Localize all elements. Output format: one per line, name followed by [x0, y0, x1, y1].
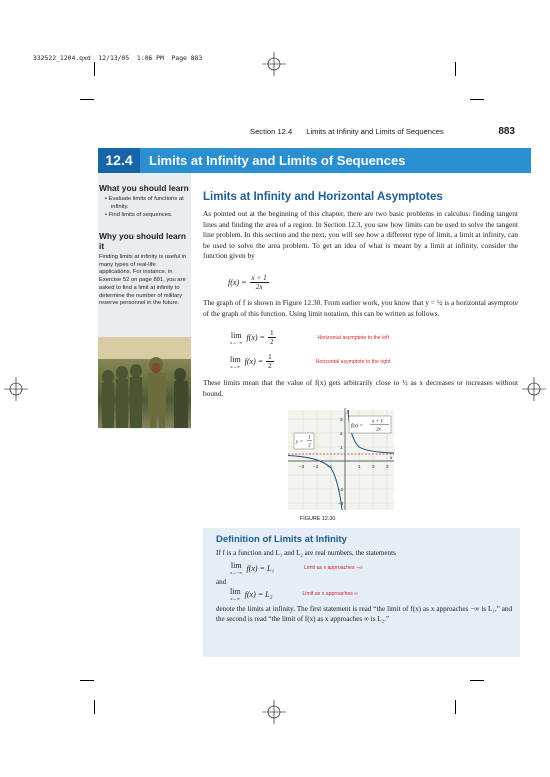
function-equation — [228, 274, 269, 291]
registration-mark-icon — [262, 52, 286, 76]
function-callout-denominator: 2x — [376, 426, 381, 433]
limit-expression: f(x) = — [244, 357, 264, 366]
crop-mark — [80, 99, 94, 100]
x-tick-label: −1 — [327, 464, 333, 469]
sidebar-why-text: Finding limits at infinity is useful in many types of real-life applications. For instance, in Exercise 52 on page 891, you are asked to find a limit at infinity to determine the number of military reserve personnel in the future. — [99, 254, 187, 307]
list-item: • Evaluate limits of functions at infinity. — [105, 196, 184, 210]
definition-and: and — [216, 578, 227, 586]
definition-intro: If f is a function and L₁ and L₂ are real numbers, the statements — [216, 549, 396, 557]
section-title: Limits at Infinity and Limits of Sequences — [149, 153, 406, 168]
slug-line: 332522_1204.qxd 12/13/05 1:06 PM Page 883 — [33, 54, 203, 62]
running-head-section: Section 12.4 — [250, 127, 293, 136]
crop-mark — [470, 680, 484, 681]
crop-mark — [455, 700, 456, 714]
y-tick-label: −3 — [338, 501, 344, 506]
limit-note: Horizontal asymptote to the left — [317, 334, 390, 341]
running-head — [250, 126, 515, 137]
crop-mark — [94, 700, 95, 714]
function-numerator: x + 1 — [251, 274, 267, 282]
sidebar-why — [99, 231, 189, 308]
sidebar-heading-learn: What you should learn — [99, 183, 189, 193]
list-item: • Find limits of sequences. — [105, 212, 173, 219]
crop-mark — [455, 62, 456, 76]
definition-limit-right — [230, 587, 358, 601]
section-number: 12.4 — [98, 148, 140, 173]
function-fraction — [250, 274, 269, 291]
x-tick-label: −2 — [313, 464, 319, 469]
limit-note: Limit as x approaches ∞ — [302, 591, 359, 597]
limit-expression: f(x) = L₂ — [244, 589, 273, 599]
limit-operator: lim x→−∞ — [230, 330, 243, 345]
limit-expression: f(x) = — [246, 333, 265, 342]
figure-graph — [286, 404, 396, 514]
limit-fraction: $\frac{1}{2}$ — [269, 329, 274, 346]
limit-left — [230, 329, 389, 346]
limit-right — [230, 353, 390, 370]
limit-note: Horizontal asymptote to the right — [315, 358, 391, 365]
limit-operator: lim x→∞ — [230, 354, 241, 369]
y-axis-label: y — [347, 410, 350, 415]
photo-credit: © Karen Kasmauski/Corbis — [120, 428, 183, 434]
y-tick-label: 2 — [340, 431, 343, 436]
limit-fraction: $\frac{1}{2}$ — [268, 353, 272, 370]
asymptote-callout-denominator: 2 — [308, 442, 311, 449]
definition-closing: denote the limits at infinity. The first statement is read “the limit of f(x) as x approaches −∞ is L₁,” and the second is read “the limit of f(x) as x approaches ∞ is L₂.” — [216, 605, 512, 624]
y-tick-label: 3 — [340, 417, 343, 422]
registration-mark-icon — [522, 377, 546, 401]
main-heading: Limits at Infinity and Horizontal Asymptotes — [203, 191, 443, 203]
definition-title: Definition of Limits at Infinity — [216, 534, 347, 545]
definition-limit-left — [230, 561, 363, 575]
page-number: 883 — [498, 126, 515, 137]
function-denominator: 2x — [255, 283, 263, 291]
x-tick-label: −3 — [299, 464, 305, 469]
sidebar-learn — [99, 183, 191, 220]
limit-operator: lim x→∞ — [230, 587, 241, 601]
y-tick-label: −2 — [338, 487, 344, 492]
x-tick-label: 1 — [358, 464, 361, 469]
asymptote-paragraph: The graph of f is shown in Figure 12.30. From earlier work, you know that y = ½ is a horizontal asymptote of the graph of this function. Using limit notation, this can be written as follows. — [203, 298, 518, 318]
registration-mark-icon — [262, 700, 286, 724]
limit-operator: lim x→−∞ — [230, 561, 243, 575]
soldiers-photo — [98, 337, 191, 428]
crop-mark — [94, 62, 95, 76]
x-tick-label: 2 — [372, 464, 375, 469]
running-head-title: Limits at Infinity and Limits of Sequences — [306, 127, 444, 136]
sidebar-heading-why: Why you should learn it — [99, 231, 187, 251]
function-callout-numerator: x + 1 — [372, 418, 383, 425]
function-lhs: f(x) = — [228, 278, 247, 287]
intro-paragraph: As pointed out at the beginning of this chapter, there are two basic problems in calculus: finding tangent lines and finding the area of a region. In Section 12.3, you saw how limits can be used to solve the tangent line problem. In this section and the next, you will see how a different type of limit, a limit at infinity, can be used to solve the area problem. To get an idea of what is meant by a limit at infinity, consider the function given by — [203, 209, 518, 261]
function-callout-lhs: f(x) = — [351, 423, 363, 429]
crop-mark — [470, 99, 484, 100]
soldiers-photo-illustration — [98, 337, 191, 428]
registration-mark-icon — [4, 377, 28, 401]
limit-note: Limit as x approaches −∞ — [304, 565, 363, 571]
limits-meaning-paragraph: These limits mean that the value of f(x) gets arbitrarily close to ½ as x decreases or increases without bound. — [203, 378, 518, 398]
crop-mark — [80, 680, 94, 681]
figure-caption: FIGURE 12.30 — [300, 516, 336, 522]
y-tick-label: 1 — [340, 445, 343, 450]
x-tick-label: 3 — [386, 464, 389, 469]
asymptote-callout-lhs: y = — [296, 439, 304, 445]
asymptote-callout-numerator: 1 — [308, 434, 311, 441]
x-axis-label: x — [390, 456, 393, 461]
objectives-list — [99, 196, 191, 220]
limit-expression: f(x) = L₁ — [246, 563, 275, 573]
